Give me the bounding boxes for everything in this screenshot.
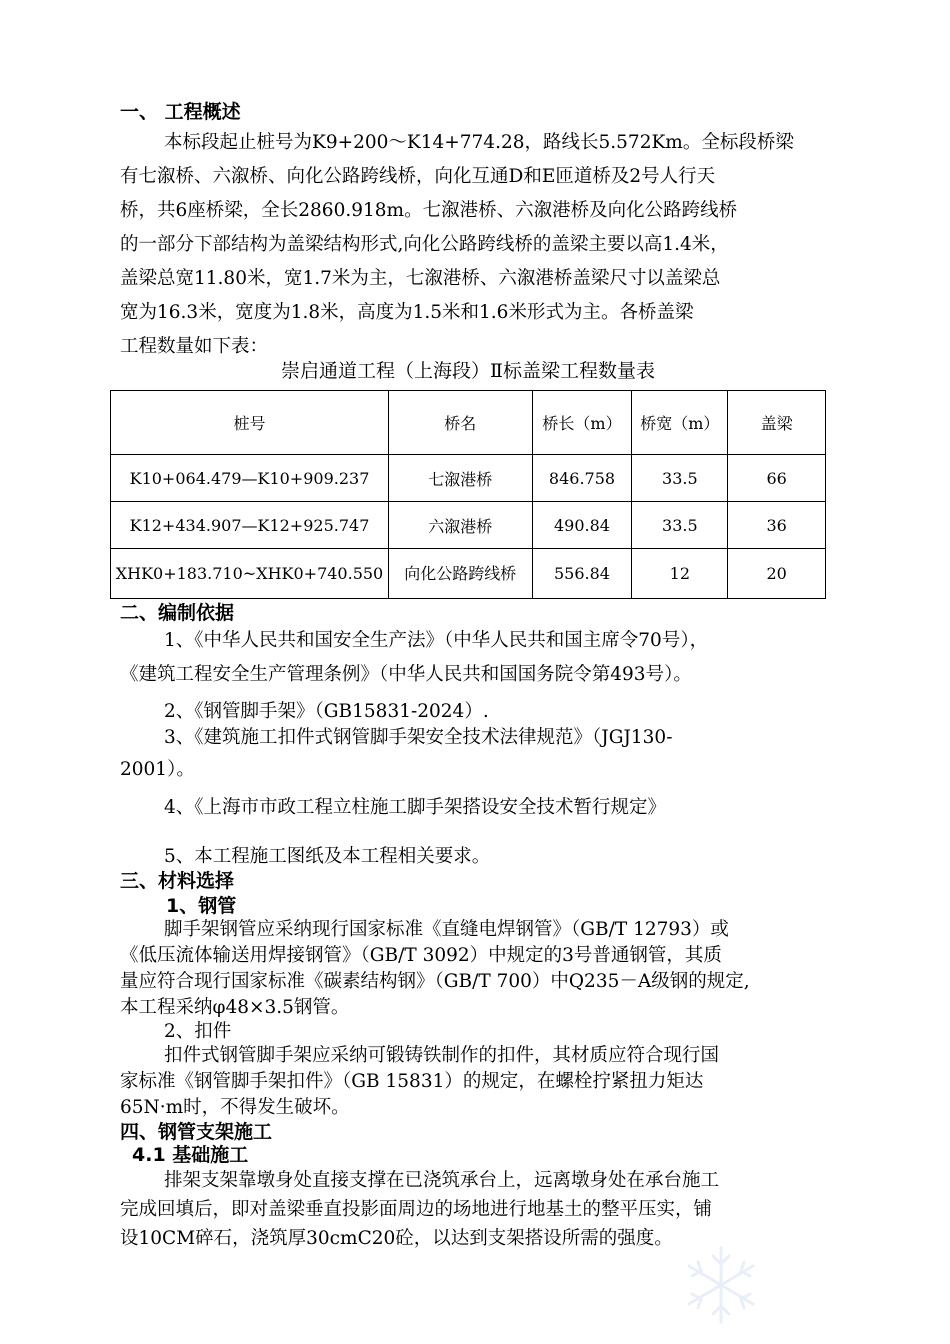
text-line: 1、《中华人民共和国安全生产法》（中华人民共和国主席令70号），	[164, 630, 709, 651]
text-line: 量应符合现行国家标准《碳素结构钢》（GB/T 700）中Q235－A级钢的规定,	[120, 971, 750, 992]
column-header: 盖梁	[728, 391, 826, 455]
steel-pipe-body	[120, 917, 860, 1021]
table-cell: 490.84	[532, 502, 632, 549]
reference-item-1	[120, 624, 860, 692]
section-heading-4: 四、钢管支架施工	[120, 1121, 273, 1143]
text-line: 2001）。	[120, 759, 195, 780]
table-cell: 20	[728, 549, 826, 599]
column-header: 桩号	[111, 391, 389, 455]
text-line: 扣件式钢管脚手架应采纳可锻铸铁制作的扣件，其材质应符合现行国	[164, 1045, 720, 1066]
text-line: 3、《建筑施工扣件式钢管脚手架安全技术法律规范》（JGJ130-	[164, 727, 673, 748]
table-cell: 33.5	[632, 455, 728, 502]
reference-item-5	[120, 843, 860, 871]
text-line: 本工程采纳φ48×3.5钢管。	[120, 997, 350, 1018]
reference-item-4	[120, 794, 860, 822]
table-row	[111, 502, 826, 549]
text-line: 《低压流体输送用焊接钢管》（GB/T 3092）中规定的3号普通钢管，其质	[120, 945, 722, 966]
subheading-fastener: 2、扣件	[164, 1021, 232, 1042]
table-row	[111, 455, 826, 502]
text-line: 宽为16.3米，宽度为1.8米，高度为1.5米和1.6米形式为主。各桥盖梁	[120, 302, 694, 323]
text-line: 设10CM碎石，浇筑厚30cmC20砼，以达到支架搭设所需的强度。	[120, 1228, 673, 1249]
table-caption: 崇启通道工程（上海段）Ⅱ标盖梁工程数量表	[281, 360, 655, 382]
subheading-foundation: 4.1 基础施工	[132, 1144, 249, 1166]
table-cell: 七溆港桥	[388, 455, 532, 502]
text-line: 盖梁总宽11.80米，宽1.7米为主，七溆港桥、六溆港桥盖梁尺寸以盖梁总	[120, 268, 721, 289]
text-line: 排架支架靠墩身处直接支撑在已浇筑承台上，远离墩身处在承台施工	[164, 1170, 720, 1191]
text-line: 5、本工程施工图纸及本工程相关要求。	[164, 846, 491, 867]
section-heading-1: 一、 工程概述	[120, 101, 241, 123]
table-cell: XHK0+183.710~XHK0+740.550	[111, 549, 389, 599]
quantity-table	[110, 390, 826, 599]
table-row	[111, 549, 826, 599]
column-header: 桥名	[388, 391, 532, 455]
table-cell: 36	[728, 502, 826, 549]
table-cell: K12+434.907—K12+925.747	[111, 502, 389, 549]
text-line: 《建筑工程安全生产管理条例》（中华人民共和国国务院令第493号）。	[120, 664, 692, 685]
section-heading-2: 二、编制依据	[120, 602, 235, 624]
table-cell: 向化公路跨线桥	[388, 549, 532, 599]
reference-item-3	[120, 722, 860, 786]
text-line: 桥，共6座桥梁，全长2860.918m。七溆港桥、六溆港桥及向化公路跨线桥	[120, 200, 738, 221]
table-cell: 六溆港桥	[388, 502, 532, 549]
table-cell: K10+064.479—K10+909.237	[111, 455, 389, 502]
table-cell: 556.84	[532, 549, 632, 599]
snowflake-watermark-icon	[676, 1240, 766, 1330]
table-header-row	[111, 391, 826, 455]
column-header: 桥宽（m）	[632, 391, 728, 455]
section-1-body	[120, 126, 860, 364]
text-line: 工程数量如下表：	[120, 336, 269, 357]
text-line: 本标段起止桩号为K9+200～K14+774.28，路线长5.572Km。全标段桥梁	[164, 132, 794, 153]
subheading-fastener-line	[120, 1019, 860, 1045]
table-cell: 66	[728, 455, 826, 502]
text-line: 脚手架钢管应采纳现行国家标准《直缝电焊钢管》（GB/T 12793）或	[164, 919, 729, 940]
table-cell: 846.758	[532, 455, 632, 502]
text-line: 有七溆桥、六溆桥、向化公路跨线桥，向化互通D和E匝道桥及2号人行天	[120, 166, 716, 187]
column-header: 桥长（m）	[532, 391, 632, 455]
text-line: 家标准《钢管脚手架扣件》（GB 15831）的规定，在螺栓拧紧扭力矩达	[120, 1071, 704, 1092]
table-cell: 33.5	[632, 502, 728, 549]
text-line: 完成回填后，即对盖梁垂直投影面周边的场地进行地基土的整平压实，铺	[120, 1199, 713, 1220]
fastener-body	[120, 1043, 860, 1121]
text-line: 的一部分下部结构为盖梁结构形式,向化公路跨线桥的盖梁主要以高1.4米，	[120, 234, 729, 255]
text-line: 65N·m时，不得发生破坏。	[120, 1097, 350, 1118]
table-cell: 12	[632, 549, 728, 599]
subheading-steel-pipe: 1、钢管	[166, 895, 237, 917]
text-line: 2、《钢管脚手架》（GB15831-2024）.	[164, 701, 489, 722]
text-line: 4、《上海市市政工程立柱施工脚手架搭设安全技术暂行规定》	[164, 797, 667, 818]
section-heading-3: 三、材料选择	[120, 870, 235, 892]
